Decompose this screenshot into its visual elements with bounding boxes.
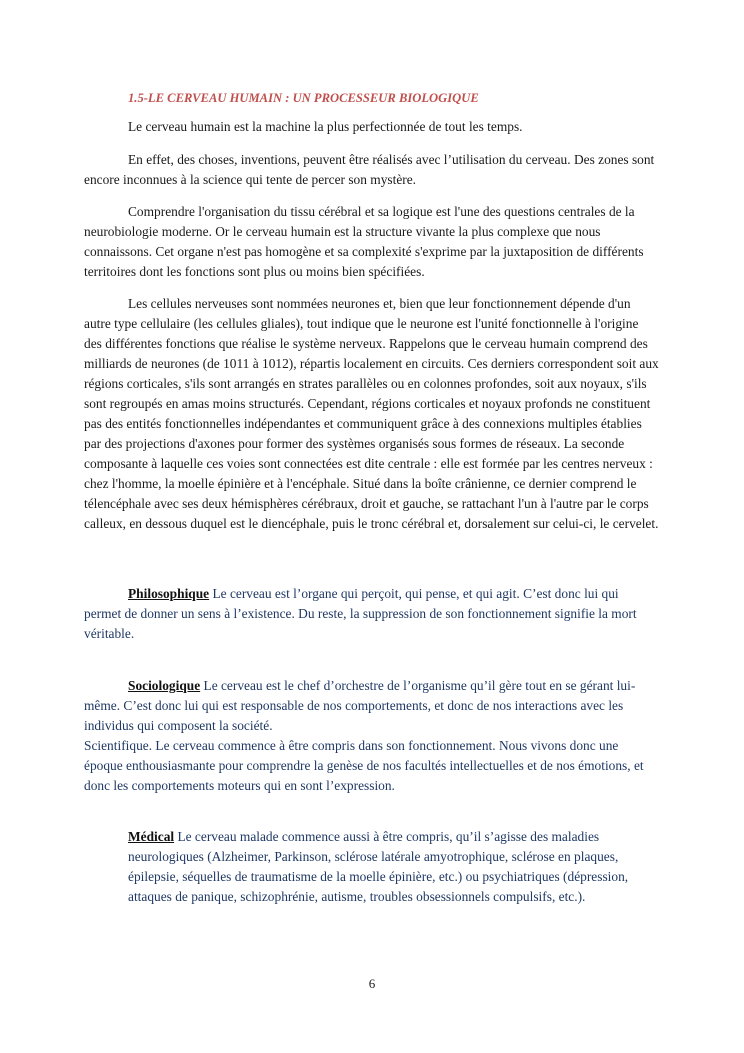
sociologique-paragraph xyxy=(84,676,659,796)
paragraph-4-text: Les cellules nerveuses sont nommées neurones et, bien que leur fonctionnement dépende d'un autre type cellulaire (les cellules gliales), tout indique que le neurone est l'unité fonctionnelle à l'origine des différentes fonctions que réalise le système nerveux. Rappelons que le cerveau humain comprend des milliards de neurones (de 1011 à 1012), répartis localement en circuits. Ces derniers correspondent soit aux régions corticales, s'ils sont arrangés en strates parallèles ou en colonnes profondes, soit aux noyaux, s'ils sont regroupés en amas moins structurés. Cependant, régions corticales et noyaux profonds ne constituent pas des entités fonctionnelles indépendantes et communiquent grâce à des connexions multiples établies par des projections d'axones pour former des systèmes organisés sous formes de réseaux. La seconde composante à laquelle ces voies sont connectées est dite centrale : elle est formée par les centres nerveux : chez l'homme, la moelle épinière et à l'encéphale. Situé dans la boîte crânienne, ce dernier comprend le télencéphale avec ses deux hémisphères cérébraux, droit et gauche, se rattachant l'un à l'autre par le corps calleux, en dessous duquel est le diencéphale, puis le tronc cérébral et, dorsalement sur celui-ci, le cervelet. xyxy=(84,296,659,531)
sociologique-label: Sociologique xyxy=(128,678,201,693)
paragraph-2 xyxy=(84,150,659,190)
medical-label: Médical xyxy=(128,829,175,844)
scientifique-paragraph: Scientifique. Le cerveau commence à être compris dans son fonctionnement. Nous vivons donc une époque enthousiasmante pour comprendre la genèse de nos facultés intellectuelles et de nos émotions, et donc les comportements moteurs qui en sont l’expression. xyxy=(84,738,644,793)
philosophique-text: Le cerveau est l’organe qui perçoit, qui pense, et qui agit. C’est donc lui qui permet de donner un sens à l’existence. Du reste, la suppression de son fonctionnement signifie la mort véritable. xyxy=(84,586,637,641)
paragraph-3 xyxy=(84,202,659,282)
paragraph-3-text: Comprendre l'organisation du tissu cérébral et sa logique est l'une des questions centrales de la neurobiologie moderne. Or le cerveau humain est la structure vivante la plus complexe que nous connaissons. Cet organe n'est pas homogène et sa complexité s'exprime par la juxtaposition de différents territoires dont les fonctions sont plus ou moins bien spécifiées. xyxy=(84,204,644,279)
section-heading: 1.5-LE CERVEAU HUMAIN : UN PROCESSEUR BIOLOGIQUE xyxy=(128,91,479,105)
philosophique-paragraph xyxy=(84,584,659,644)
page-number: 6 xyxy=(368,976,376,991)
medical-text: Le cerveau malade commence aussi à être compris, qu’il s’agisse des maladies neurologiques (Alzheimer, Parkinson, sclérose latérale amyotrophique, sclérose en plaques, épilepsie, séquelles de traumatisme de la moelle épinière, etc.) ou psychiatriques (dépression, attaques de panique, schizophrénie, autisme, troubles obsessionnels compulsifs, etc.). xyxy=(128,829,629,904)
medical-paragraph xyxy=(128,827,658,907)
paragraph-4 xyxy=(84,294,659,534)
paragraph-2-text: En effet, des choses, inventions, peuvent être réalisés avec l’utilisation du cerveau. Des zones sont encore inconnues à la science qui tente de percer son mystère. xyxy=(84,152,655,187)
paragraph-1-text: Le cerveau humain est la machine la plus perfectionnée de tout les temps. xyxy=(128,119,523,134)
sociologique-text: Le cerveau est le chef d’orchestre de l’organisme qu’il gère tout en se gérant lui-même. C’est donc lui qui est responsable de nos comportements, et donc de nos interactions avec les individus qui composent la société. xyxy=(84,678,636,733)
philosophique-label: Philosophique xyxy=(128,586,210,601)
paragraph-1 xyxy=(84,117,659,137)
